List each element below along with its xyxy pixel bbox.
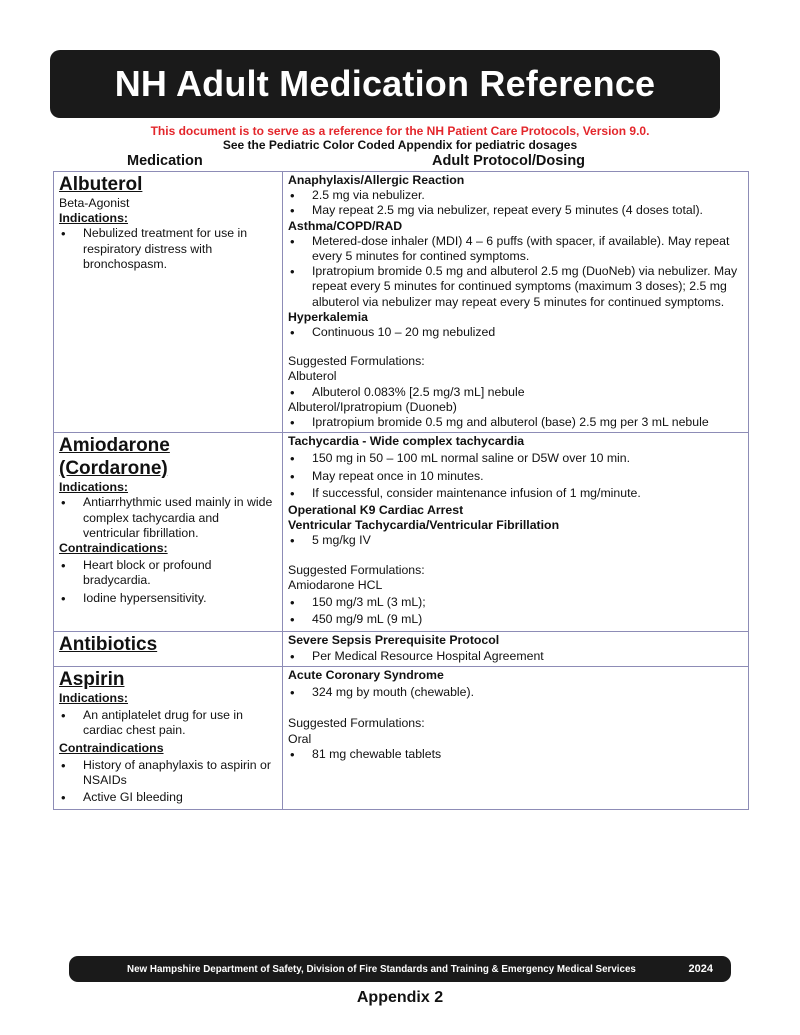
formulation-name: Albuterol/Ipratropium (Duoneb) — [288, 399, 457, 414]
list-item: • History of anaphylaxis to aspirin or NSAIDs — [59, 758, 277, 788]
formulation-list — [288, 415, 743, 430]
column-header-medication: Medication — [127, 153, 203, 169]
medication-name: Amiodarone — [59, 435, 170, 457]
formulation-list — [288, 385, 743, 400]
list-item: • 2.5 mg via nebulizer. — [288, 188, 743, 203]
dosing-list — [288, 451, 743, 501]
pediatric-appendix-note: See the Pediatric Color Coded Appendix for pediatric dosages — [222, 138, 578, 152]
protocol-cell-aspirin — [283, 666, 749, 809]
column-header-protocol: Adult Protocol/Dosing — [432, 153, 586, 169]
medication-cell-albuterol — [54, 172, 283, 433]
formulation-name: Amiodarone HCL — [288, 577, 383, 592]
list-item: • May repeat 2.5 mg via nebulizer, repeat every 5 minutes (4 doses total). — [288, 203, 743, 218]
title-banner — [50, 50, 720, 118]
dosing-list — [288, 685, 743, 700]
table-row — [54, 666, 749, 809]
protocol-heading: Severe Sepsis Prerequisite Protocol — [288, 633, 500, 648]
page-label: Appendix 2 — [356, 989, 444, 1006]
table-row — [54, 172, 749, 433]
table-row — [54, 632, 749, 666]
contraindications-heading: Contraindications: — [59, 541, 168, 556]
table-row — [54, 433, 749, 632]
page-title: NH Adult Medication Reference — [114, 63, 656, 104]
medication-cell-amiodarone — [54, 433, 283, 632]
protocol-cell-albuterol — [283, 172, 749, 433]
list-item: • Heart block or profound bradycardia. — [59, 558, 277, 588]
list-item: • Metered-dose inhaler (MDI) 4 – 6 puffs (with spacer, if available). May repeat every 5 minutes for contined symptoms. — [288, 234, 743, 264]
indications-heading: Indications: — [59, 211, 129, 226]
formulation-list — [288, 747, 743, 762]
protocol-heading: Operational K9 Cardiac Arrest — [288, 503, 464, 518]
protocol-cell-amiodarone — [283, 433, 749, 632]
protocol-version-note: This document is to serve as a reference for the NH Patient Care Protocols, Version 9.0. — [150, 124, 650, 138]
list-item: • Continuous 10 – 20 mg nebulized — [288, 325, 743, 340]
protocol-heading: Acute Coronary Syndrome — [288, 667, 444, 682]
protocol-heading: Anaphylaxis/Allergic Reaction — [288, 173, 465, 187]
footer-agency-text: New Hampshire Department of Safety, Division of Fire Standards and Training & Emergency Medical Services — [127, 963, 636, 975]
dosing-list — [288, 234, 743, 310]
dosing-list — [288, 325, 743, 340]
medication-brand-name: (Cordarone) — [59, 458, 168, 480]
protocol-heading: Tachycardia - Wide complex tachycardia — [288, 434, 525, 449]
formulation-name: Albuterol — [288, 369, 337, 384]
indications-heading: Indications: — [59, 480, 129, 495]
list-item: • 324 mg by mouth (chewable). — [288, 685, 743, 700]
formulation-name: Oral — [288, 731, 312, 746]
drug-class: Beta-Agonist — [59, 196, 130, 210]
formulation-list — [288, 595, 743, 627]
dosing-list — [288, 533, 743, 548]
indications-list — [59, 708, 277, 738]
list-item: • 5 mg/kg IV — [288, 533, 743, 548]
list-item: • An antiplatelet drug for use in cardiac chest pain. — [59, 708, 277, 738]
formulations-heading: Suggested Formulations: — [288, 562, 425, 577]
dosing-list — [288, 649, 743, 664]
protocol-heading: Hyperkalemia — [288, 309, 368, 324]
list-item: • Iodine hypersensitivity. — [59, 591, 277, 606]
dosing-list — [288, 188, 743, 218]
medication-table — [53, 171, 749, 810]
protocol-cell-antibiotics — [283, 632, 749, 666]
contraindications-list — [59, 758, 277, 806]
contraindications-heading: Contraindications — [59, 740, 164, 755]
medication-cell-antibiotics — [54, 632, 283, 666]
formulations-heading: Suggested Formulations: — [288, 354, 425, 369]
list-item: • Ipratropium bromide 0.5 mg and albuterol (base) 2.5 mg per 3 mL nebule — [288, 415, 743, 430]
protocol-heading: Asthma/COPD/RAD — [288, 218, 403, 233]
list-item: • Ipratropium bromide 0.5 mg and albuterol 2.5 mg (DuoNeb) via nebulizer. May repeat every 5 minutes for continued symptoms (maximum 3 doses); 2.5 mg albuterol via nebulizer may repeat every 5 minutes for continued symptoms. — [288, 264, 743, 310]
list-item: • Active GI bleeding — [59, 790, 277, 805]
list-item: • May repeat once in 10 minutes. — [288, 469, 743, 484]
list-item: • 150 mg/3 mL (3 mL); — [288, 595, 743, 610]
medication-name: Albuterol — [59, 174, 143, 195]
medication-name: Aspirin — [59, 668, 125, 690]
footer-bar — [69, 956, 731, 982]
contraindications-list — [59, 558, 277, 606]
footer-year: 2024 — [688, 963, 713, 975]
list-item: • Albuterol 0.083% [2.5 mg/3 mL] nebule — [288, 385, 743, 400]
list-item: • 450 mg/9 mL (9 mL) — [288, 612, 743, 627]
list-item: • If successful, consider maintenance infusion of 1 mg/minute. — [288, 486, 743, 501]
list-item: • 81 mg chewable tablets — [288, 747, 743, 762]
list-item: • Per Medical Resource Hospital Agreement — [288, 649, 743, 664]
indications-list — [59, 226, 277, 272]
protocol-heading: Ventricular Tachycardia/Ventricular Fibrillation — [288, 518, 560, 533]
list-item: • Nebulized treatment for use in respiratory distress with bronchospasm. — [59, 226, 277, 272]
formulations-heading: Suggested Formulations: — [288, 716, 425, 731]
list-item: • 150 mg in 50 – 100 mL normal saline or D5W over 10 min. — [288, 451, 743, 466]
list-item: • Antiarrhythmic used mainly in wide complex tachycardia and ventricular fibrillation. — [59, 495, 277, 541]
medication-name: Antibiotics — [59, 634, 158, 656]
medication-cell-aspirin — [54, 666, 283, 809]
indications-list — [59, 495, 277, 541]
indications-heading: Indications: — [59, 690, 129, 705]
